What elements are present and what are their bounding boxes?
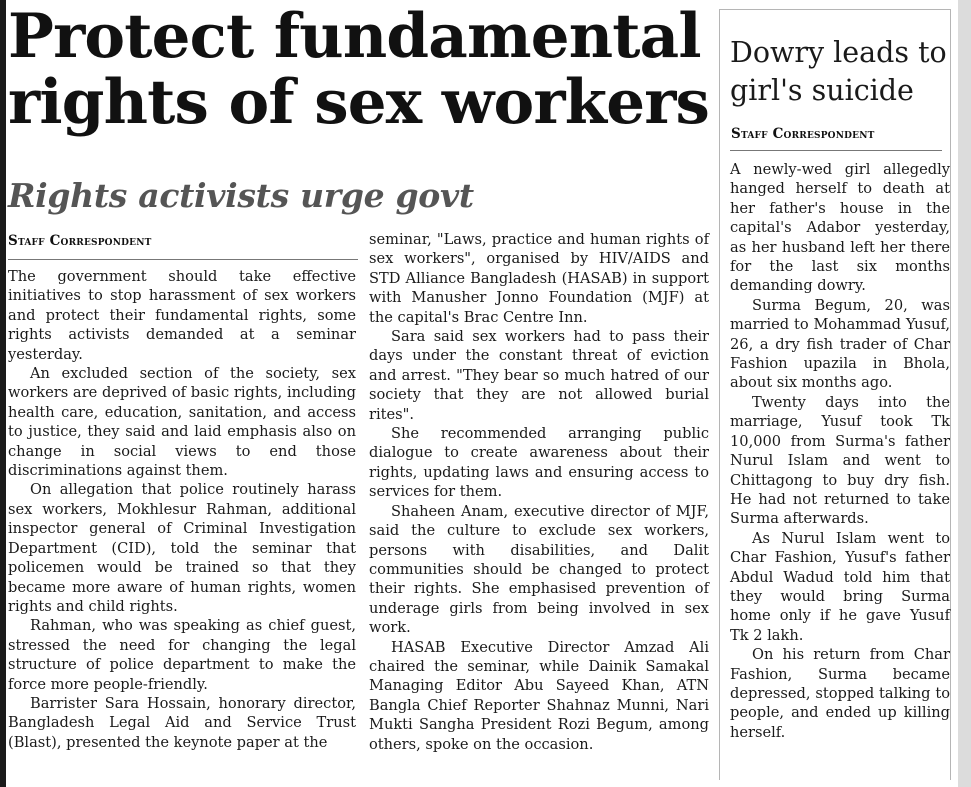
sidebar-column xyxy=(730,160,950,742)
main-subhead: Rights activists urge govt xyxy=(8,176,474,215)
paragraph: Sara said sex workers had to pass their days under the constant threat of eviction and arrest. "They bear so much hatred of our society that they are not allowed burial rites". xyxy=(369,328,709,423)
main-headline: Protect fundamental rights of sex workers xyxy=(8,1,710,138)
paragraph: Surma Begum, 20, was married to Mohammad Yusuf, 26, a dry fish trader of Char Fashion upazila in Bhola, about six months ago. xyxy=(730,296,950,392)
paragraph: An excluded section of the society, sex workers are deprived of basic rights, including health care, education, sanitation, and access to justice, they said and laid emphasis also on change in social views to end those discriminations against them. xyxy=(8,365,356,480)
right-edge-strip xyxy=(958,0,971,787)
main-article xyxy=(8,0,712,787)
main-column-1 xyxy=(8,267,356,752)
paragraph: On his return from Char Fashion, Surma became depressed, stopped talking to people, and ended up killing herself. xyxy=(730,646,950,741)
left-edge-bar xyxy=(0,0,6,787)
main-byline-rule xyxy=(8,259,358,260)
paragraph: Barrister Sara Hossain, honorary director, Bangladesh Legal Aid and Service Trust (Blast), presented the keynote paper at the xyxy=(8,694,356,751)
paragraph: On allegation that police routinely harass sex workers, Mokhlesur Rahman, additional inspector general of Criminal Investigation Department (CID), told the seminar that policemen would be trained so that they became more aware of human rights, women rights and child rights. xyxy=(8,481,356,615)
main-byline: Staff Correspondent xyxy=(8,233,152,249)
paragraph: As Nurul Islam went to Char Fashion, Yusuf's father Abdul Wadud told him that they would bring Surma home only if he gave Yusuf Tk 2 lakh. xyxy=(730,529,950,644)
sidebar-article xyxy=(719,9,951,780)
sidebar-byline-rule xyxy=(730,150,942,151)
paragraph: Twenty days into the marriage, Yusuf took Tk 10,000 from Surma's father Nurul Islam and went to Chittagong to buy dry fish. He had not returned to take Surma afterwards. xyxy=(730,393,950,528)
main-column-2 xyxy=(369,230,709,754)
paragraph: seminar, "Laws, practice and human rights of sex workers", organised by HIV/AIDS and STD Alliance Bangladesh (HASAB) in support with Manusher Jonno Foundation (MJF) at the capital's Brac Centre Inn. xyxy=(369,231,709,326)
paragraph: The government should take effective initiatives to stop harassment of sex workers and protect their fundamental rights, some rights activists demanded at a seminar yesterday. xyxy=(8,268,356,363)
paragraph: HASAB Executive Director Amzad Ali chaired the seminar, while Dainik Samakal Managing Editor Abu Sayeed Khan, ATN Bangla Chief Reporter Shahnaz Munni, Nari Mukti Sangha President Rozi Begum, among others, spoke on the occasion. xyxy=(369,638,709,753)
paragraph: A newly-wed girl allegedly hanged herself to death at her father's house in the capital's Adabor yesterday, as her husband left her there for the last six months demanding dowry. xyxy=(730,161,950,295)
paragraph: She recommended arranging public dialogue to create awareness about their rights, updating laws and ensuring access to services for them. xyxy=(369,425,709,501)
paragraph: Shaheen Anam, executive director of MJF, said the culture to exclude sex workers, persons with disabilities, and Dalit communities should be changed to protect their rights. She emphasised prevention of underage girls from being involved in sex work. xyxy=(369,502,709,637)
sidebar-headline: Dowry leads to girl's suicide xyxy=(730,36,947,107)
paragraph: Rahman, who was speaking as chief guest, stressed the need for changing the legal structure of police department to make the force more people-friendly. xyxy=(8,617,356,693)
sidebar-byline: Staff Correspondent xyxy=(731,126,875,142)
